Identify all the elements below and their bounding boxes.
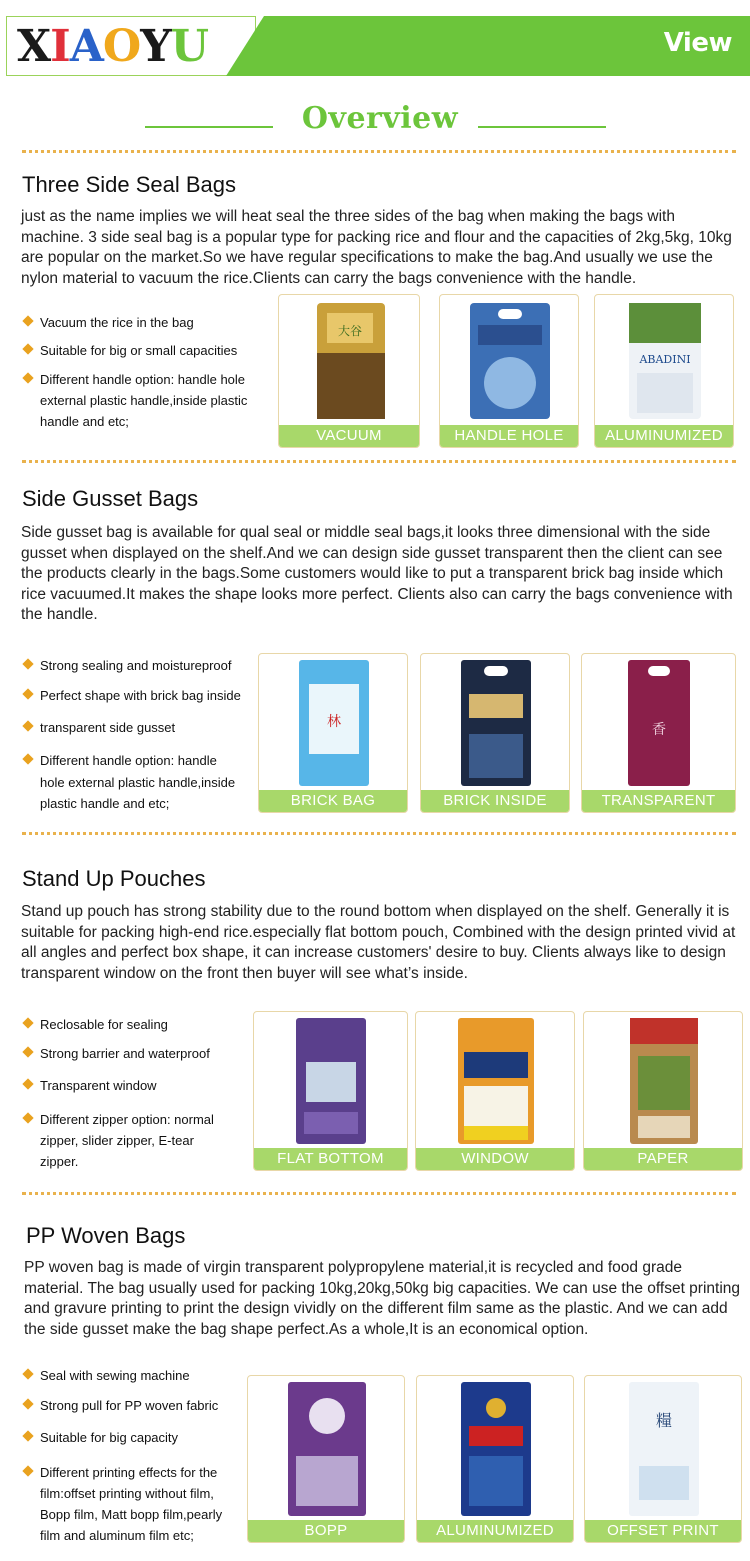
card-label: ALUMINUMIZED (595, 425, 733, 447)
card-label: OFFSET PRINT (585, 1520, 741, 1542)
pouch-icon (584, 1012, 743, 1150)
feature-item: Strong pull for PP woven fabric (22, 1395, 218, 1416)
feature-item: Seal with sewing machine (22, 1365, 190, 1386)
section-title: Stand Up Pouches (22, 866, 206, 891)
product-card[interactable] (439, 294, 579, 448)
feature-item-continued: Bopp film, Matt bopp film,pearly (40, 1507, 223, 1522)
card-label: WINDOW (416, 1148, 574, 1170)
feature-item: Strong barrier and waterproof (22, 1043, 210, 1064)
section-title: Three Side Seal Bags (22, 172, 237, 197)
product-card[interactable] (415, 1011, 575, 1171)
product-card[interactable] (253, 1011, 408, 1171)
feature-item-continued: zipper, slider zipper, E-tear (40, 1133, 194, 1148)
section-title: PP Woven Bags (26, 1223, 186, 1248)
svg-text:香: 香 (652, 722, 666, 738)
feature-item: Suitable for big or small capacities (22, 340, 237, 361)
section-paragraph: Side gusset bag is available for qual seal or middle seal bags,it looks three dimensional with the side gusset when displayed on the shelf.And we can design side gusset transparent then the client can see the products clearly in the bags.Some customers would like to put a transparent brick bag inside which rice vacuumed.It makes the shape looks more perfect. Clients also can carry the bags convenience with the handle. (21, 524, 733, 624)
product-card[interactable] (581, 653, 736, 813)
dotted-divider (22, 1192, 736, 1196)
card-label: TRANSPARENT (582, 790, 735, 812)
logo-letter: A (69, 21, 103, 72)
overview-left-rule (145, 126, 273, 128)
woven-bag-icon (585, 1376, 742, 1522)
svg-text:大谷: 大谷 (337, 324, 363, 338)
svg-text:林: 林 (327, 714, 341, 730)
feature-item: Reclosable for sealing (22, 1014, 168, 1035)
feature-item: Perfect shape with brick bag inside (22, 685, 241, 706)
card-label: HANDLE HOLE (440, 425, 578, 447)
feature-item-continued: external plastic handle,inside plastic (40, 393, 248, 408)
card-label: PAPER (584, 1148, 742, 1170)
brand-logo[interactable] (17, 23, 208, 71)
card-label: BRICK INSIDE (421, 790, 569, 812)
feature-item-continued: hole external plastic handle,inside (40, 775, 236, 790)
feature-item-continued: handle and etc; (40, 414, 129, 429)
card-label: BRICK BAG (259, 790, 407, 812)
feature-item: Strong sealing and moistureproof (22, 655, 232, 676)
pouch-icon (254, 1012, 408, 1150)
feature-item: Different zipper option: normal (22, 1109, 214, 1130)
overview-right-rule (478, 126, 606, 128)
feature-item: Suitable for big capacity (22, 1427, 178, 1448)
rice-bag-icon (279, 295, 420, 427)
section-paragraph: just as the name implies we will heat seal the three sides of the bag when making the bags with machine. 3 side seal bag is a popular type for packing rice and flour and the capacities of 2kg,5kg, 10kg are popular on the market.So we have regular specifications to make the bag.And usually we use the nylon material to vacuum the rice.Clients can carry the bags convenience with the handle. (21, 208, 732, 287)
logo-letter: I (50, 21, 70, 72)
feature-item: Vacuum the rice in the bag (22, 312, 194, 333)
product-card[interactable] (247, 1375, 405, 1543)
feature-item: transparent side gusset (22, 717, 175, 738)
card-label: ALUMINUMIZED (417, 1520, 573, 1542)
product-card[interactable] (584, 1375, 742, 1543)
card-label: VACUUM (279, 425, 419, 447)
product-card[interactable] (278, 294, 420, 448)
card-label: BOPP (248, 1520, 404, 1542)
pouch-icon (416, 1012, 575, 1150)
svg-text:ABADINI: ABADINI (639, 353, 691, 366)
overview-title: Overview (301, 101, 459, 136)
svg-text:糧: 糧 (655, 1411, 673, 1430)
logo-letter: Y (140, 21, 171, 72)
header-banner (6, 16, 750, 76)
dotted-divider (22, 832, 736, 836)
rice-bag-icon (259, 654, 408, 792)
feature-item-continued: film and aluminum film etc; (40, 1528, 194, 1543)
section-paragraph: Stand up pouch has strong stability due to the round bottom when displayed on the shelf. Generally it is suitable for packing high-end rice.especially flat bottom pouch, Combined with the design printed vivid at all angles and perfect box shape, it can increase customers' desire to buy. Clients always like to design transparent window on the front then buyer will see what’s inside. (21, 903, 736, 982)
feature-item: Different printing effects for the (22, 1462, 217, 1483)
logo-letter: U (170, 21, 208, 72)
product-card[interactable] (416, 1375, 574, 1543)
dotted-divider (22, 460, 736, 464)
section-paragraph: PP woven bag is made of virgin transparent polypropylene material,it is recycled and food grade material. The bag usually used for packing 10kg,20kg,50kg big capacities. We can use the offset printing and gravure printing to print the design vividly on the different film same as the plastic. And we can add the side gusset make the bag shape perfect.As a whole,It is an economical option. (24, 1259, 741, 1338)
feature-item-continued: zipper. (40, 1154, 79, 1169)
dotted-divider (22, 150, 736, 154)
feature-item: Transparent window (22, 1075, 157, 1096)
woven-bag-icon (417, 1376, 574, 1522)
rice-bag-icon (440, 295, 579, 427)
product-card[interactable] (594, 294, 734, 448)
product-card[interactable] (420, 653, 570, 813)
rice-bag-icon (582, 654, 736, 792)
rice-bag-icon (595, 295, 734, 427)
product-card[interactable] (258, 653, 408, 813)
woven-bag-icon (248, 1376, 405, 1522)
logo-box (6, 16, 256, 76)
rice-bag-icon (421, 654, 570, 792)
section-title: Side Gusset Bags (22, 486, 199, 511)
feature-item: Different handle option: handle hole (22, 369, 245, 390)
view-link[interactable]: View (663, 28, 732, 58)
logo-letter: O (102, 21, 141, 72)
logo-letter: X (17, 21, 51, 72)
feature-item: Different handle option: handle (22, 750, 217, 771)
feature-item-continued: plastic handle and etc; (40, 796, 170, 811)
product-card[interactable] (583, 1011, 743, 1171)
feature-item-continued: film:offset printing without film, (40, 1486, 214, 1501)
card-label: FLAT BOTTOM (254, 1148, 407, 1170)
